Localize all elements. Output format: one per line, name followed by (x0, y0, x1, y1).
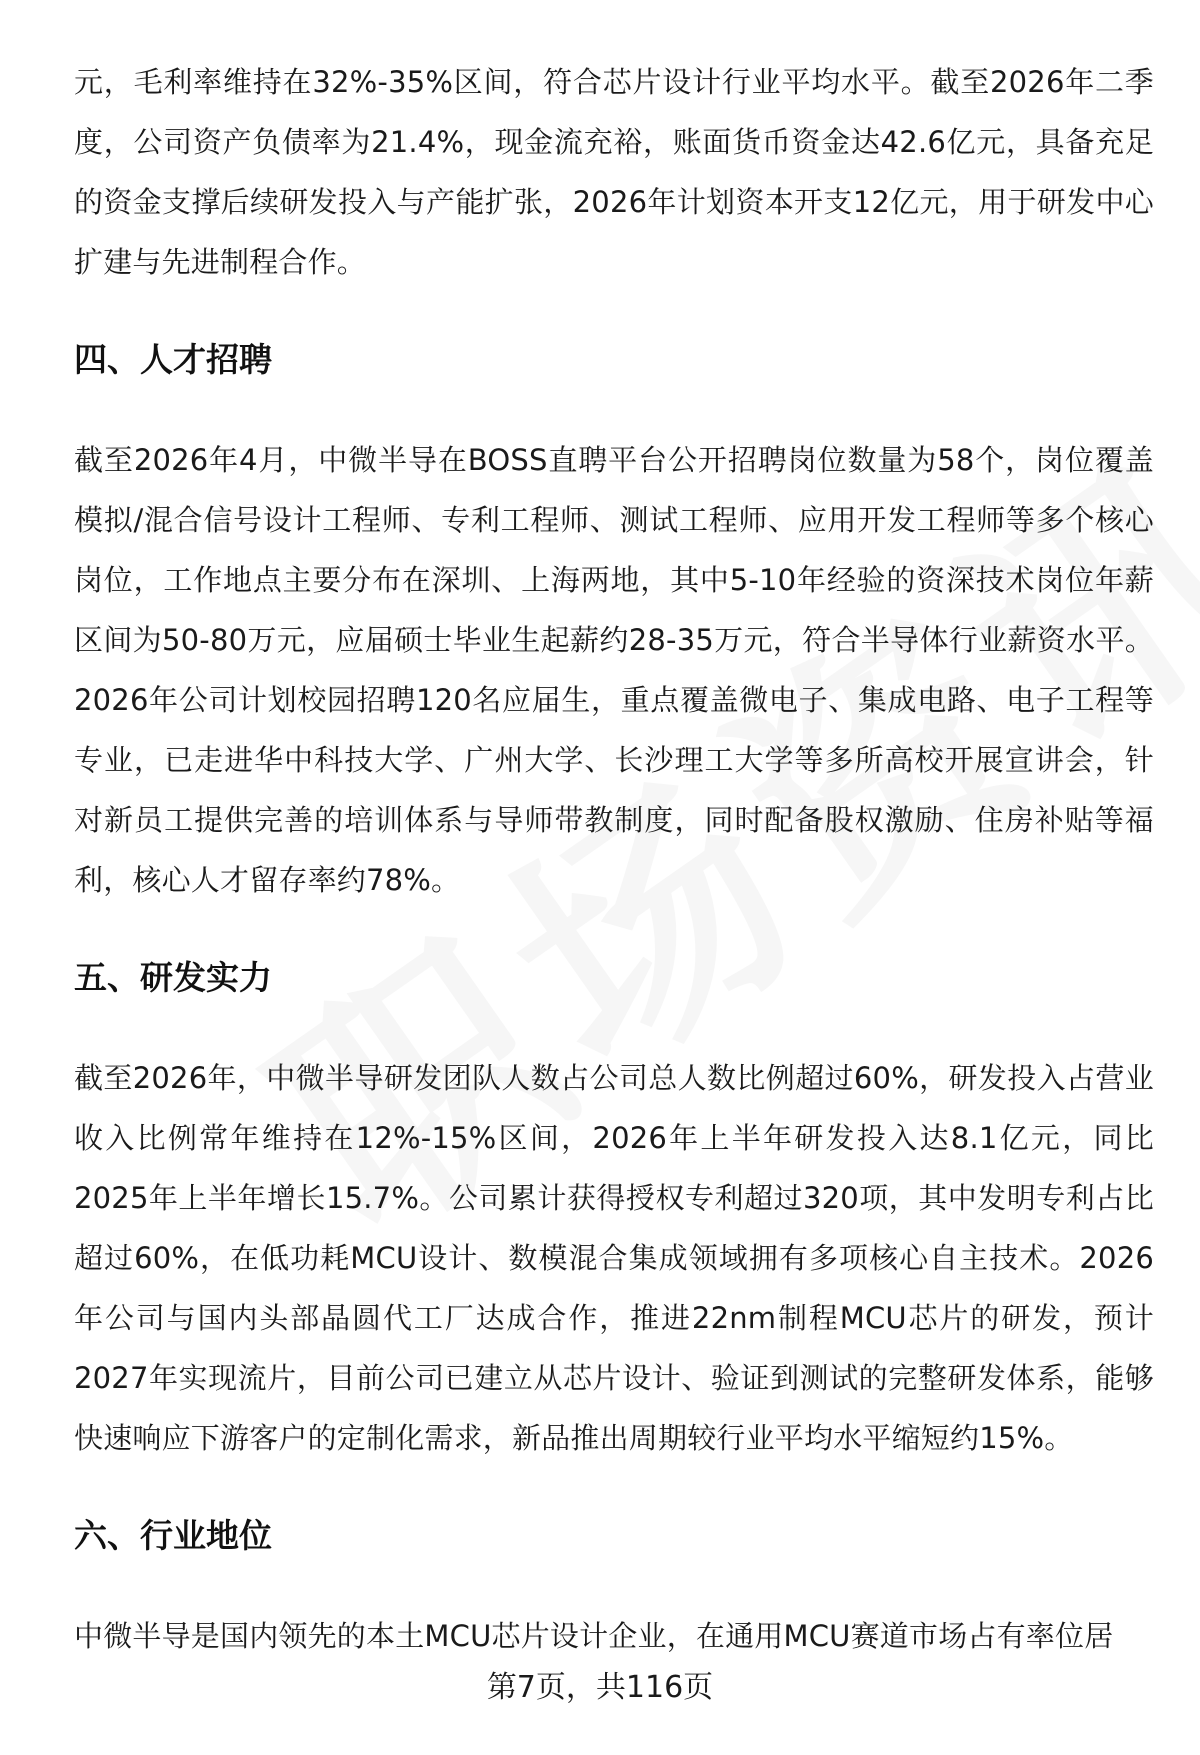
paragraph-rnd: 截至2026年，中微半导研发团队人数占公司总人数比例超过60%，研发投入占营业收入比例常年维持在12%-15%区间，2026年上半年研发投入达8.1亿元，同比2025年上半年增长15.7%。公司累计获得授权专利超过320项，其中发明专利占比超过60%，在低功耗MCU设计、数模混合集成领域拥有多项核心自主技术。2026年公司与国内头部晶圆代工厂达成合作，推进22nm制程MCU芯片的研发，预计2027年实现流片，目前公司已建立从芯片设计、验证到测试的完整研发体系，能够快速响应下游客户的定制化需求，新品推出周期较行业平均水平缩短约15%。 (74, 1061, 1154, 1455)
heading-rnd: 五、研发实力 (74, 958, 272, 997)
page-number: 第7页，共116页 (486, 1670, 714, 1705)
paragraph-finance: 元，毛利率维持在32%-35%区间，符合芯片设计行业平均水平。截至2026年二季度，公司资产负债率为21.4%，现金流充裕，账面货币资金达42.6亿元，具备充足的资金支撑后续研发投入与产能扩张，2026年计划资本开支12亿元，用于研发中心扩建与先进制程合作。 (74, 65, 1154, 279)
heading-industry: 六、行业地位 (74, 1516, 272, 1555)
document-body (74, 52, 1154, 1666)
paragraph-industry: 中微半导是国内领先的本土MCU芯片设计企业，在通用MCU赛道市场占有率位居 (74, 1619, 1114, 1653)
heading-recruitment: 四、人才招聘 (74, 340, 272, 379)
paragraph-recruitment: 截至2026年4月，中微半导在BOSS直聘平台公开招聘岗位数量为58个，岗位覆盖模拟/混合信号设计工程师、专利工程师、测试工程师、应用开发工程师等多个核心岗位，工作地点主要分布在深圳、上海两地，其中5-10年经验的资深技术岗位年薪区间为50-80万元，应届硕士毕业生起薪约28-35万元，符合半导体行业薪资水平。2026年公司计划校园招聘120名应届生，重点覆盖微电子、集成电路、电子工程等专业，已走进华中科技大学、广州大学、长沙理工大学等多所高校开展宣讲会，针对新员工提供完善的培训体系与导师带教制度，同时配备股权激励、住房补贴等福利，核心人才留存率约78%。 (74, 443, 1154, 897)
